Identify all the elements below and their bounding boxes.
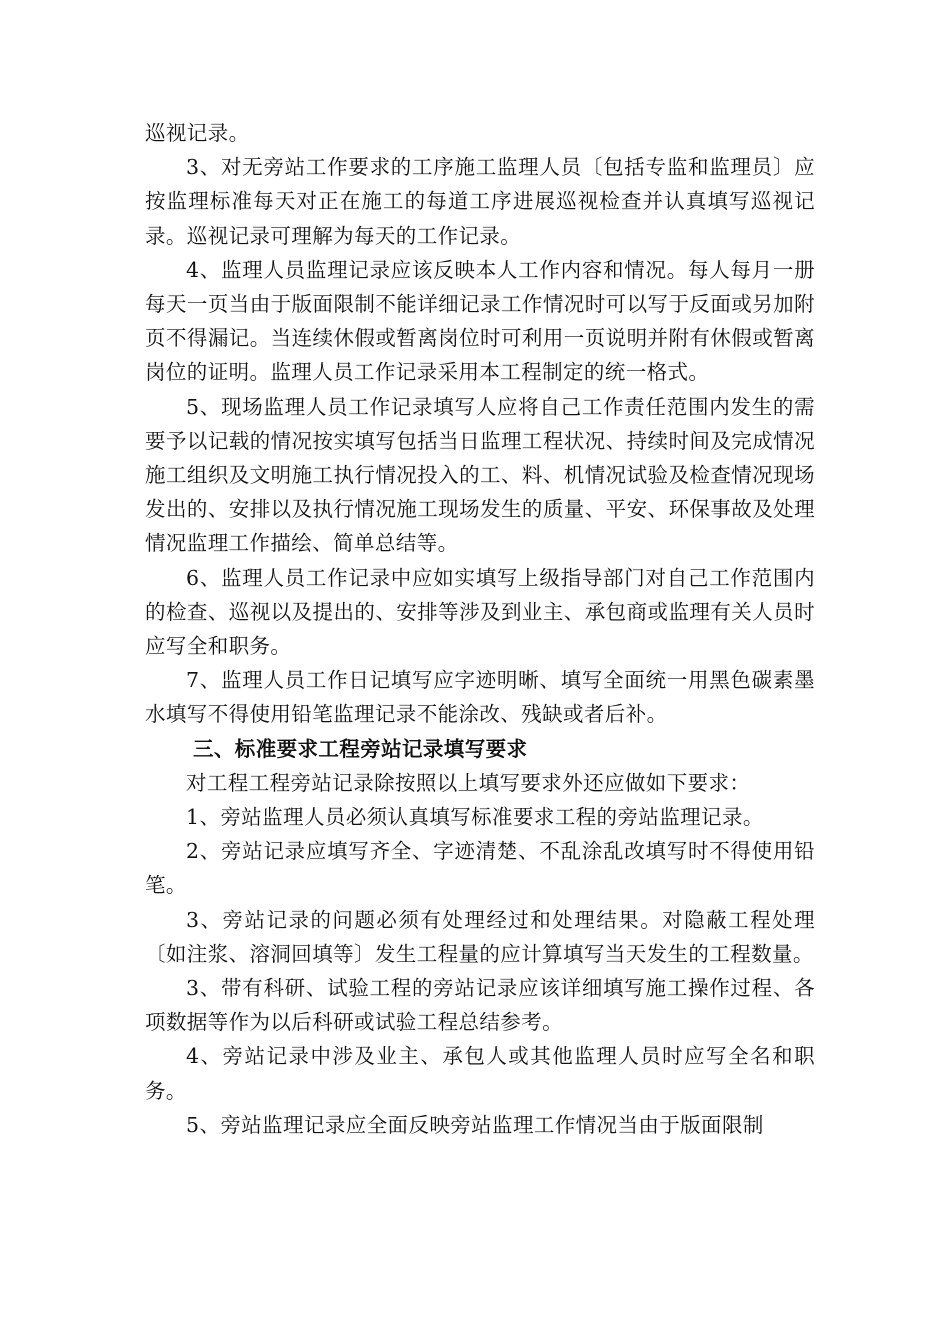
paragraph-item-6: 6、监理人员工作记录中应如实填写上级指导部门对自己工作范围内的检查、巡视以及提出的、安排等涉及到业主、承包商或监理有关人员时应写全和职务。 [145, 565, 815, 659]
paragraph-item-3: 3、对无旁站工作要求的工序施工监理人员〔包括专监和监理员〕应按监理标准每天对正在施工的每道工序进展巡视检查并认真填写巡视记录。巡视记录可理解为每天的工作记录。 [145, 155, 815, 248]
paragraph-item-4b: 4、旁站记录中涉及业主、承包人或其他监理人员时应写全名和职务。 [145, 1044, 815, 1103]
paragraph-item-3b: 3、带有科研、试验工程的旁站记录应该详细填写施工操作过程、各项数据等作为以后科研或试验工程总结参考。 [145, 976, 815, 1035]
paragraph-item-2: 2、旁站记录应填写齐全、字迹清楚、不乱涂乱改填写时不得使用铅笔。 [145, 839, 815, 898]
section-intro: 对工程工程旁站记录除按照以上填写要求外还应做如下要求： [186, 770, 751, 795]
paragraph-item-1: 1、旁站监理人员必须认真填写标准要求工程的旁站监理记录。 [186, 805, 764, 830]
paragraph-item-5b: 5、旁站监理记录应全面反映旁站监理工作情况当由于版面限制 [186, 1112, 764, 1137]
paragraph-item-7: 7、监理人员工作日记填写应字迹明晰、填写全面统一用黑色碳素墨水填写不得使用铅笔监理记录不能涂改、残缺或者后补。 [145, 668, 815, 727]
paragraph-item-3a: 3、旁站记录的问题必须有处理经过和处理结果。对隐蔽工程处理〔如注浆、溶洞回填等〕发生工程量的应计算填写当天发生的工程数量。 [145, 907, 815, 966]
document-page [145, 116, 815, 1142]
paragraph-item-4: 4、监理人员监理记录应该反映本人工作内容和情况。每人每月一册每天一页当由于版面限制不能详细记录工作情况时可以写于反面或另加附页不得漏记。当连续休假或暂离岗位时可利用一页说明并附有休假或暂离岗位的证明。监理人员工作记录采用本工程制定的统一格式。 [145, 257, 815, 385]
paragraph-item-5: 5、现场监理人员工作记录填写人应将自己工作责任范围内发生的需要予以记载的情况按实填写包括当日监理工程状况、持续时间及完成情况施工组织及文明施工执行情况投入的工、料、机情况试验及检查情况现场发出的、安排以及执行情况施工现场发生的质量、平安、环保事故及处理情况监理工作描绘、简单总结等。 [145, 394, 815, 556]
section-heading: 三、标准要求工程旁站记录填写要求 [193, 736, 528, 761]
paragraph-continuation: 巡视记录。 [145, 121, 250, 145]
